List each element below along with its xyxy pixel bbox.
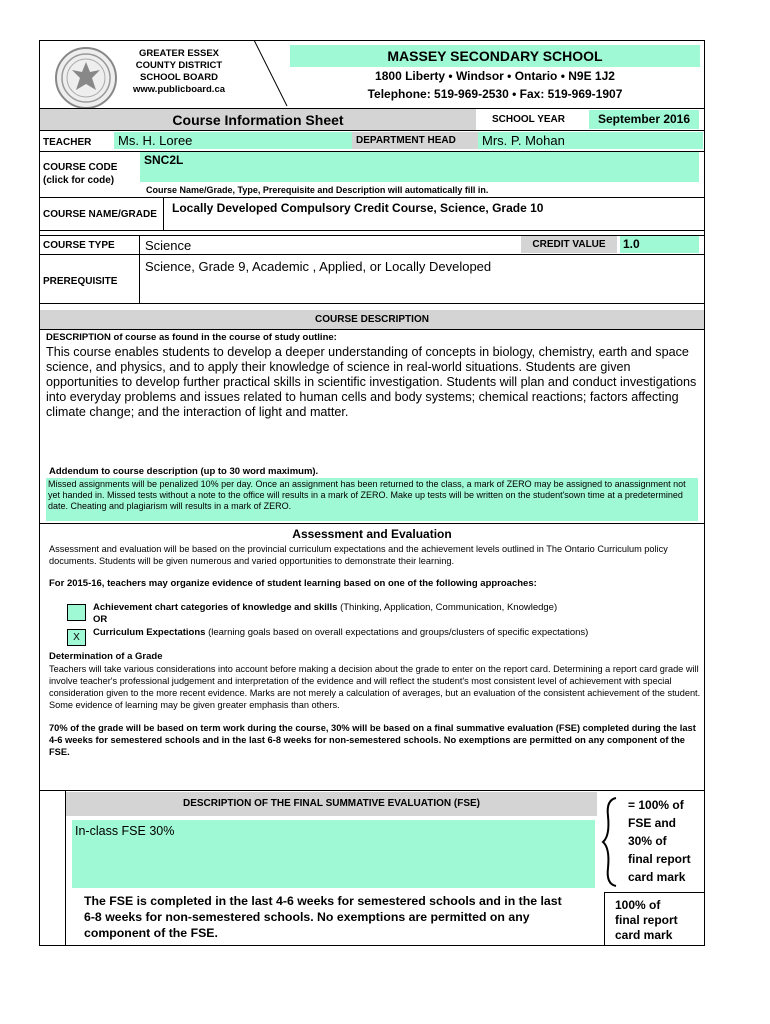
course-description-header: COURSE DESCRIPTION: [40, 310, 704, 329]
fse-weight-line-5: card mark: [628, 870, 686, 884]
option-achievement-checkbox[interactable]: [67, 604, 86, 621]
course-code-label: [43, 161, 117, 187]
determination-title: Determination of a Grade: [49, 651, 163, 662]
board-url[interactable]: www.publicboard.ca: [132, 84, 226, 95]
board-name: [118, 48, 240, 96]
teacher-field[interactable]: Ms. H. Loree: [114, 132, 352, 149]
total-line-1: 100% of: [615, 898, 661, 912]
approaches-label: For 2015-16, teachers may organize evidence of student learning based on one of the following approaches:: [49, 578, 537, 589]
fse-weight-line-2: FSE and: [628, 816, 677, 830]
fse-content-field[interactable]: In-class FSE 30%: [72, 820, 595, 888]
school-phone: Telephone: 519-969-2530 • Fax: 519-969-1907: [367, 87, 623, 101]
header-divider: [240, 40, 290, 108]
description-text: This course enables students to develop a deeper understanding of concepts in biology, chemistry, earth and space science, and physics, and to apply their knowledge of science in real-world situations. Students are given opportunities to develop further practical skills in scientific investigation. Students will plan and conduct investigations into everyday problems and issues related to human cells and body systems; chemical reactions; factors affecting climate change; and the interaction of light and matter.: [46, 345, 697, 419]
total-note: [615, 898, 678, 943]
fse-note: The FSE is completed in the last 4-6 weeks for semestered schools and in the last 6-8 weeks for non-semestered schools. No exemptions are permitted on any component of the FSE.: [84, 894, 562, 940]
option-achievement: [93, 602, 557, 613]
school-year-field[interactable]: September 2016: [589, 110, 699, 129]
board-line-2: COUNTY DISTRICT: [135, 60, 223, 71]
fse-weight-line-1: = 100% of: [628, 798, 684, 812]
board-line-1: GREATER ESSEX: [138, 48, 220, 59]
course-code-label-text: COURSE CODE: [43, 162, 118, 173]
or-label: OR: [93, 614, 108, 625]
prerequisite-value: Science, Grade 9, Academic , Applied, or Locally Developed: [145, 259, 492, 274]
fse-header: DESCRIPTION OF THE FINAL SUMMATIVE EVALUATION (FSE): [66, 792, 597, 816]
board-logo: [54, 46, 118, 110]
sheet-title: Course Information Sheet: [172, 112, 344, 128]
department-head-field[interactable]: Mrs. P. Mohan: [478, 132, 703, 149]
course-name-value: Locally Developed Compulsory Credit Course, Science, Grade 10: [172, 201, 544, 215]
school-year-label: SCHOOL YEAR: [492, 114, 565, 125]
option-expectations-title: Curriculum Expectations: [93, 627, 206, 638]
option-achievement-title: Achievement chart categories of knowledge and skills: [93, 602, 338, 613]
total-line-3: card mark: [615, 928, 673, 942]
brace-icon: [600, 796, 622, 888]
credit-value-field[interactable]: 1.0: [620, 236, 699, 253]
option-expectations-checkbox[interactable]: X: [67, 629, 86, 646]
grade-weighting: 70% of the grade will be based on term work during the course, 30% will be based on a final summative evaluation (FSE) completed during the last 4-6 weeks for semestered schools and in the last 6-8 weeks for non-semestered schools. No exemptions are permitted on any component of the FSE.: [49, 723, 696, 757]
option-expectations: [93, 627, 588, 638]
addendum-label: Addendum to course description (up to 30 word maximum).: [49, 466, 319, 477]
description-intro: DESCRIPTION of course as found in the course of study outline:: [46, 332, 337, 343]
option-achievement-detail: (Thinking, Application, Communication, Knowledge): [337, 602, 558, 613]
teacher-label: TEACHER: [43, 137, 92, 148]
credit-value-label: CREDIT VALUE: [521, 236, 617, 253]
option-expectations-detail: (learning goals based on overall expectations and groups/clusters of specific expectations): [205, 627, 589, 638]
board-line-3: SCHOOL BOARD: [140, 72, 218, 83]
autofill-note: Course Name/Grade, Type, Prerequisite and Description will automatically fill in.: [146, 185, 489, 195]
fse-weight-note: [628, 796, 691, 886]
eagle-crest-icon: [54, 46, 118, 110]
department-head-label: DEPARTMENT HEAD: [352, 132, 480, 149]
course-type-label: COURSE TYPE: [43, 240, 115, 251]
course-type-value: Science: [145, 238, 192, 253]
determination-text: Teachers will take various considerations into account before making a decision about the grade to enter on the report card. Determining a report card grade will involve teacher's professional judgement and interpretation of the evidence and will reflect the student's most consistent level of achievement with special consideration given to the more recent evidence. Marks are not merely a calculation of averages, but an evaluation of the consistent achievement of the student. Some evidence of learning may be given greater emphasis than others.: [49, 664, 701, 710]
assessment-title: Assessment and Evaluation: [292, 527, 452, 541]
course-code-field[interactable]: SNC2L: [140, 152, 699, 182]
assessment-intro: Assessment and evaluation will be based on the provincial curriculum expectations and the achievement levels outlined in The Ontario Curriculum policy documents. Students will be given numerous and varied opportunities to demonstrate their learning.: [49, 544, 668, 566]
prerequisite-label: PREREQUISITE: [43, 276, 118, 287]
school-name: MASSEY SECONDARY SCHOOL: [290, 45, 700, 67]
addendum-field[interactable]: Missed assignments will be penalized 10% per day. Once an assignment has been returned to the class, a mark of ZERO may be assigned to anassignment not yet handed in. Missed tests without a note to the office will results in a mark of ZERO. Make up tests will be written on the student'sown time at a predetermined date. Cheating and plagiarism will results in a mark of ZERO.: [46, 478, 698, 521]
course-code-hint[interactable]: (click for code): [43, 175, 115, 186]
course-name-label: COURSE NAME/GRADE: [43, 209, 157, 220]
school-address: 1800 Liberty • Windsor • Ontario • N9E 1J2: [375, 69, 615, 83]
total-line-2: final report: [615, 913, 678, 927]
fse-weight-line-3: 30% of: [628, 834, 667, 848]
fse-weight-line-4: final report: [628, 852, 691, 866]
